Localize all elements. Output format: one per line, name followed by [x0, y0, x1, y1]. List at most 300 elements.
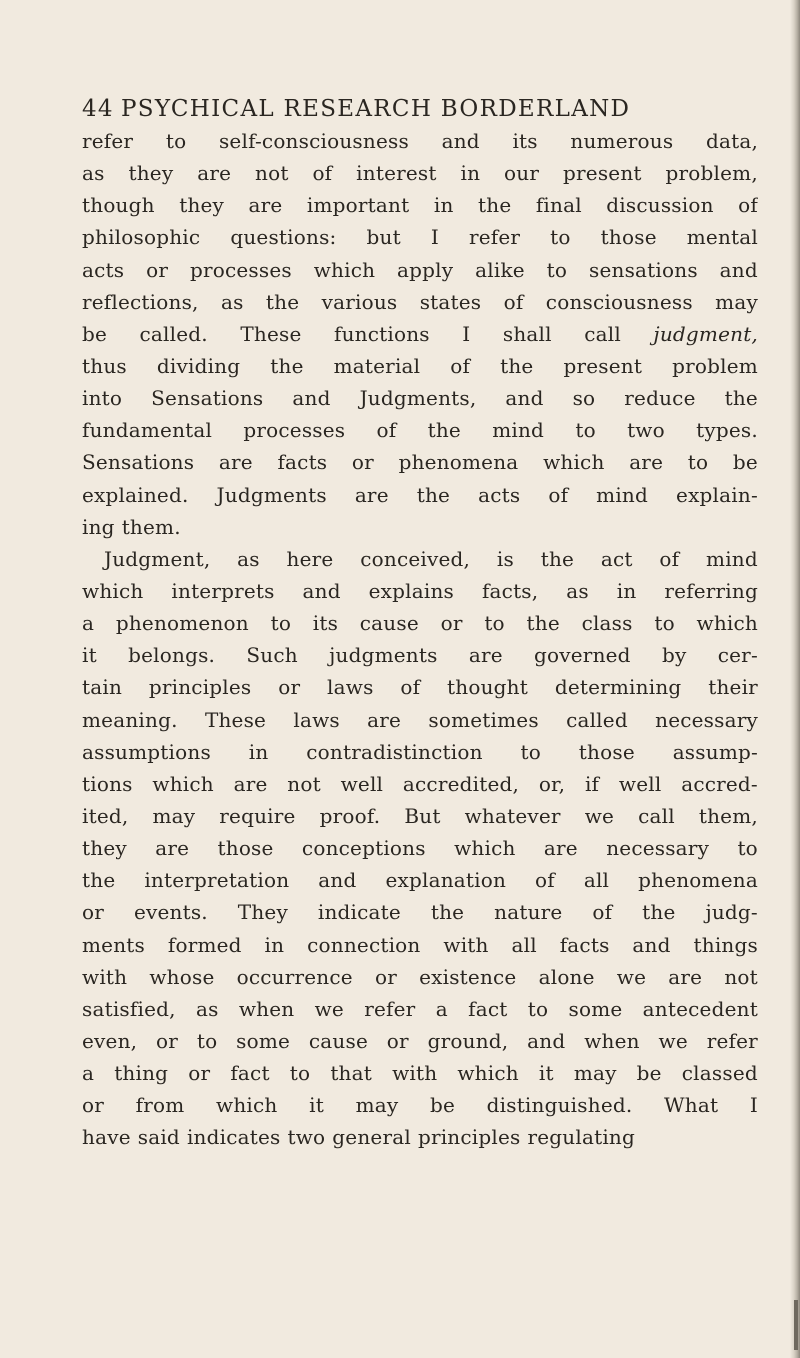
- word: thing: [114, 1061, 169, 1086]
- word: cer-: [717, 643, 758, 668]
- text-line: [82, 961, 758, 993]
- word: whose: [149, 964, 215, 989]
- word: to: [654, 611, 675, 636]
- text-line: [82, 607, 758, 639]
- word: we: [584, 803, 615, 828]
- word: conceptions: [301, 836, 426, 861]
- word: questions:: [230, 225, 337, 250]
- word: reduce: [624, 386, 696, 411]
- word: numerous: [570, 129, 674, 153]
- word: They: [237, 900, 288, 925]
- word: which: [454, 836, 516, 861]
- word: to: [527, 996, 549, 1021]
- word: to: [687, 450, 709, 475]
- text-line: [82, 704, 758, 736]
- word: in: [460, 161, 481, 186]
- word: What: [664, 1093, 719, 1118]
- word: their: [708, 675, 758, 700]
- word: or: [82, 900, 105, 925]
- word: of: [376, 418, 397, 443]
- word: or,: [538, 771, 566, 796]
- word: as: [566, 578, 589, 603]
- text-line: [82, 929, 758, 961]
- word: refer: [364, 996, 416, 1021]
- word: cause: [359, 611, 419, 636]
- text-line: [82, 157, 758, 189]
- word: existence: [419, 964, 517, 989]
- word: are: [354, 482, 389, 507]
- word: general: [332, 1125, 411, 1150]
- word: its: [512, 129, 538, 153]
- word: those: [600, 225, 657, 250]
- page-edge: [790, 0, 800, 1358]
- word: be: [429, 1093, 456, 1118]
- word: to: [737, 836, 758, 861]
- word: from: [135, 1093, 185, 1118]
- word: and: [719, 257, 758, 282]
- word: which: [543, 450, 605, 475]
- word: of: [503, 289, 524, 314]
- word: or: [188, 1061, 211, 1086]
- word: of: [400, 675, 421, 700]
- word: of: [659, 546, 680, 571]
- word: contradistinction: [306, 739, 483, 764]
- text-line: [82, 254, 758, 286]
- word: fact: [230, 1061, 270, 1086]
- word: that: [330, 1061, 372, 1086]
- word: to: [546, 257, 568, 282]
- word: those: [578, 739, 635, 764]
- word: material: [333, 353, 421, 378]
- word: some: [236, 1028, 291, 1053]
- word: them.: [121, 514, 181, 539]
- word: ments: [82, 932, 145, 957]
- word: shall: [502, 321, 552, 346]
- word: them,: [698, 803, 758, 828]
- word: the: [642, 900, 676, 925]
- word: facts: [277, 450, 328, 475]
- word: regulating: [527, 1125, 636, 1150]
- word: require: [219, 803, 296, 828]
- word: These: [204, 707, 267, 732]
- page-number: 44: [82, 96, 114, 122]
- word: are: [629, 450, 664, 475]
- word: to: [196, 1028, 218, 1053]
- word: events.: [133, 900, 208, 925]
- text-line: [82, 1121, 758, 1153]
- word: a: [435, 996, 448, 1021]
- word: data,: [705, 129, 758, 153]
- word: the: [526, 611, 560, 636]
- word: and: [527, 1028, 566, 1053]
- word: referring: [664, 578, 758, 603]
- word: a: [82, 1061, 95, 1086]
- word: phenomena: [398, 450, 519, 475]
- word: interprets: [171, 578, 275, 603]
- text-line: [82, 1057, 758, 1089]
- word: well: [340, 771, 384, 796]
- word: all: [511, 932, 537, 957]
- word: or: [386, 1028, 409, 1053]
- text-line: [82, 864, 758, 896]
- word: as: [195, 996, 219, 1021]
- word: a: [82, 611, 95, 636]
- word: cause: [308, 1028, 368, 1053]
- word: Such: [246, 643, 298, 668]
- text-line: [82, 382, 758, 414]
- text-line: [82, 221, 758, 253]
- word: necessary: [655, 707, 758, 732]
- word: be: [636, 1061, 662, 1086]
- word: sensations: [589, 257, 698, 282]
- word: so: [572, 386, 596, 411]
- word: we: [616, 964, 647, 989]
- word: or: [351, 450, 374, 475]
- word: are: [233, 771, 268, 796]
- word: we: [658, 1028, 688, 1053]
- word: which: [216, 1093, 278, 1118]
- word: antecedent: [642, 996, 758, 1021]
- word: accredited,: [402, 771, 520, 796]
- word: when: [584, 1028, 640, 1053]
- word: though: [82, 193, 155, 218]
- word: to: [165, 129, 187, 153]
- word: judgments: [329, 643, 438, 668]
- word: acts: [478, 482, 521, 507]
- page-header: [82, 96, 762, 122]
- word: belongs.: [128, 643, 216, 668]
- word: functions: [333, 321, 430, 346]
- word: types.: [696, 418, 758, 443]
- word: are: [367, 707, 402, 732]
- word: which: [82, 578, 144, 603]
- text-line: [82, 832, 758, 864]
- word: as: [82, 161, 105, 186]
- word: they: [128, 161, 174, 186]
- word: in: [264, 932, 285, 957]
- word: may: [715, 289, 758, 314]
- word: when: [238, 996, 295, 1021]
- word: the: [265, 289, 300, 314]
- word: laws: [293, 707, 340, 732]
- word: or: [278, 675, 301, 700]
- word: are: [218, 450, 253, 475]
- text-line: [82, 800, 758, 832]
- word: it: [82, 643, 97, 668]
- word: problem,: [665, 161, 758, 186]
- word: necessary: [606, 836, 710, 861]
- text-line: [82, 1089, 758, 1121]
- word: meaning.: [82, 707, 178, 732]
- word: the: [724, 386, 758, 411]
- word: principles: [148, 675, 252, 700]
- word: are: [468, 643, 503, 668]
- word: with: [392, 1061, 438, 1086]
- word: things: [693, 932, 758, 957]
- word: the: [540, 546, 575, 571]
- word: are: [155, 836, 190, 861]
- word: mind: [706, 546, 758, 571]
- word: mind: [492, 418, 545, 443]
- word: but: [366, 225, 401, 250]
- word: fundamental: [82, 418, 213, 443]
- word: refer: [706, 1028, 758, 1053]
- word: some: [568, 996, 623, 1021]
- word: proof.: [319, 803, 381, 828]
- word: are: [248, 193, 283, 218]
- word: I: [749, 1093, 758, 1118]
- word: But: [404, 803, 441, 828]
- body-text: [82, 125, 758, 1154]
- text-line: [82, 479, 758, 511]
- word: in: [433, 193, 454, 218]
- word: may: [355, 1093, 399, 1118]
- word: These: [240, 321, 302, 346]
- word: self-consciousness: [218, 129, 409, 153]
- word: and: [505, 386, 544, 411]
- word: as: [220, 289, 244, 314]
- word: as: [237, 546, 260, 571]
- word: facts,: [481, 578, 539, 603]
- word: and: [292, 386, 331, 411]
- word: Judgments,: [359, 386, 477, 411]
- word: refer: [82, 129, 134, 153]
- word: or: [374, 964, 397, 989]
- word: to: [270, 611, 292, 636]
- word: our: [504, 161, 540, 186]
- word: they: [179, 193, 225, 218]
- word: assump-: [672, 739, 758, 764]
- word: which: [696, 611, 758, 636]
- text-line: [82, 446, 758, 478]
- word: reflections,: [82, 289, 199, 314]
- word: to: [520, 739, 541, 764]
- word: of: [535, 868, 555, 893]
- word: phenomena: [638, 868, 758, 893]
- word: to: [575, 418, 596, 443]
- word: interpretation: [144, 868, 290, 893]
- word: the: [416, 482, 451, 507]
- word: act: [600, 546, 633, 571]
- word: to: [550, 225, 571, 250]
- word: be: [82, 321, 108, 346]
- word: Sensations: [151, 386, 264, 411]
- word: occurrence: [236, 964, 353, 989]
- word: Judgment,: [104, 546, 211, 571]
- word: connection: [307, 932, 421, 957]
- word: class: [581, 611, 633, 636]
- word: ing: [82, 514, 115, 539]
- word: indicates: [186, 1125, 281, 1150]
- word: fact: [468, 996, 508, 1021]
- word: acts: [82, 257, 125, 282]
- word: sometimes: [428, 707, 539, 732]
- text-line: [82, 511, 758, 543]
- word: thought: [447, 675, 528, 700]
- word: processes: [189, 257, 292, 282]
- word: it: [538, 1061, 554, 1086]
- word: or: [440, 611, 463, 636]
- word: formed: [167, 932, 242, 957]
- text-line: [82, 639, 758, 671]
- text-line: [82, 286, 758, 318]
- word: important: [306, 193, 410, 218]
- word: be: [732, 450, 758, 475]
- word: the: [270, 353, 304, 378]
- word: explain-: [676, 482, 758, 507]
- word: to: [484, 611, 505, 636]
- word: ited,: [82, 803, 129, 828]
- text-line: [82, 125, 758, 157]
- word: not: [724, 964, 758, 989]
- word: and: [302, 578, 341, 603]
- word: governed: [534, 643, 631, 668]
- word: the: [82, 868, 116, 893]
- word: alone: [538, 964, 595, 989]
- word: I: [430, 225, 439, 250]
- word: those: [217, 836, 274, 861]
- word: all: [583, 868, 610, 893]
- word: I: [462, 321, 471, 346]
- word: are: [197, 161, 232, 186]
- text-line: [82, 575, 758, 607]
- word: tions: [82, 771, 133, 796]
- word: the: [478, 193, 512, 218]
- word: and: [441, 129, 480, 153]
- word: nature: [494, 900, 563, 925]
- text-line: [82, 189, 758, 221]
- word: the: [430, 900, 465, 925]
- text-line: [82, 671, 758, 703]
- word: have: [82, 1125, 131, 1150]
- word: it: [309, 1093, 324, 1118]
- text-line: [82, 768, 758, 800]
- word: may: [152, 803, 196, 828]
- word: indicate: [317, 900, 401, 925]
- word: in: [248, 739, 269, 764]
- word: various: [321, 289, 398, 314]
- word: problem: [672, 353, 758, 378]
- word: laws: [327, 675, 374, 700]
- word: accred-: [681, 771, 758, 796]
- word: which: [313, 257, 376, 282]
- word: called.: [139, 321, 208, 346]
- word: explained.: [82, 482, 189, 507]
- word: is: [496, 546, 514, 571]
- word: by: [661, 643, 687, 668]
- word: or: [82, 1093, 105, 1118]
- text-line: [82, 350, 758, 382]
- word: two: [287, 1125, 326, 1150]
- word: tain: [82, 675, 123, 700]
- word: here: [286, 546, 334, 571]
- word: phenomenon: [115, 611, 249, 636]
- word: of: [450, 353, 471, 378]
- word: mental: [686, 225, 758, 250]
- word: classed: [681, 1061, 758, 1086]
- word: discussion: [606, 193, 714, 218]
- word: assumptions: [82, 739, 211, 764]
- word: Judgments: [216, 482, 327, 507]
- text-line: [82, 318, 758, 350]
- word: processes: [243, 418, 346, 443]
- word: and: [318, 868, 357, 893]
- text-line: [82, 896, 758, 928]
- word: which: [152, 771, 214, 796]
- word: which: [457, 1061, 519, 1086]
- word: determining: [554, 675, 682, 700]
- word: of: [592, 900, 613, 925]
- word: not: [287, 771, 321, 796]
- word: philosophic: [82, 225, 201, 250]
- word: may: [573, 1061, 617, 1086]
- word: refer: [468, 225, 521, 250]
- word: with: [443, 932, 489, 957]
- word: consciousness: [545, 289, 693, 314]
- word: call: [584, 321, 621, 346]
- word: two: [627, 418, 665, 443]
- text-line: [82, 1025, 758, 1057]
- word: we: [314, 996, 344, 1021]
- word: of: [312, 161, 333, 186]
- word: of: [548, 482, 569, 507]
- word: explains: [368, 578, 455, 603]
- word: dividing: [156, 353, 241, 378]
- word: mind: [596, 482, 649, 507]
- word: even,: [82, 1028, 138, 1053]
- word: or: [156, 1028, 179, 1053]
- word: are: [668, 964, 703, 989]
- word: with: [82, 964, 128, 989]
- word: they: [82, 836, 127, 861]
- word: or: [146, 257, 169, 282]
- word: call: [638, 803, 675, 828]
- word: conceived,: [360, 546, 471, 571]
- word: ground,: [427, 1028, 509, 1053]
- text-line: [82, 543, 758, 575]
- text-line: [82, 736, 758, 768]
- word: the: [427, 418, 461, 443]
- word: explanation: [385, 868, 507, 893]
- word: well: [618, 771, 662, 796]
- word: are: [543, 836, 578, 861]
- running-head: PSYCHICAL RESEARCH BORDERLAND: [121, 96, 631, 122]
- word: in: [616, 578, 637, 603]
- word: and: [632, 932, 671, 957]
- word: present: [563, 161, 642, 186]
- word: satisfied,: [82, 996, 176, 1021]
- word: said: [137, 1125, 180, 1150]
- word: judg-: [705, 900, 758, 925]
- word: distinguished.: [486, 1093, 633, 1118]
- word: present: [563, 353, 643, 378]
- word: principles: [417, 1125, 521, 1150]
- word: whatever: [464, 803, 561, 828]
- word: apply: [397, 257, 454, 282]
- word: alike: [475, 257, 525, 282]
- word: its: [312, 611, 339, 636]
- word: facts: [559, 932, 610, 957]
- word: of: [738, 193, 758, 218]
- word: judgment,: [653, 321, 758, 346]
- word: if: [584, 771, 600, 796]
- word: thus: [82, 353, 127, 378]
- word: not: [255, 161, 289, 186]
- word: final: [535, 193, 582, 218]
- text-line: [82, 414, 758, 446]
- word: states: [419, 289, 482, 314]
- word: Sensations: [82, 450, 195, 475]
